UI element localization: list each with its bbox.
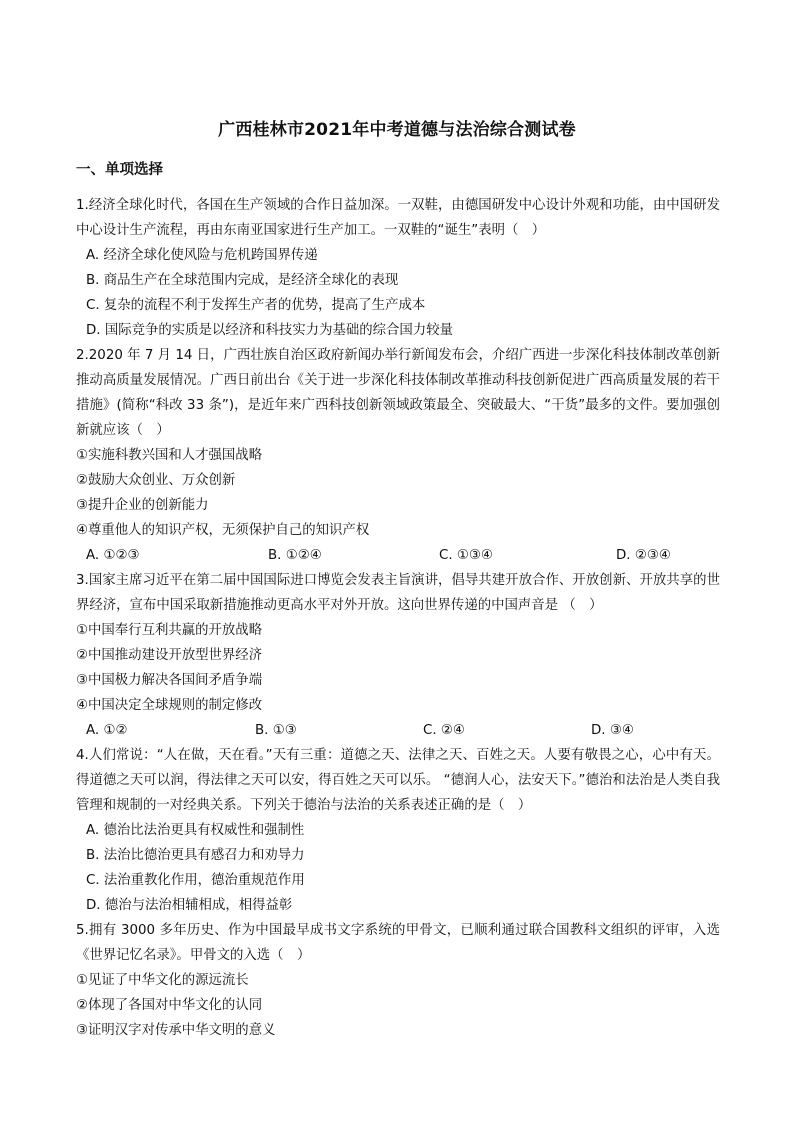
question-stem: 5.拥有 3000 多年历史、作为中国最早成书文字系统的甲骨文，已顺利通过联合国教科文组织的评审，入选《世界记忆名录》。甲骨文的入选（ ） <box>76 923 720 963</box>
statement-1: ①实施科教兴国和人才强国战略 <box>76 448 263 463</box>
option-d[interactable]: D. 德治与法治相辅相成，相得益彰 <box>86 898 293 913</box>
question-stem: 4.人们常说：“人在做，天在看。”天有三重：道德之天、法律之天、百姓之天。人要有敬畏之心，心中有天。得道德之天可以润，得法律之天可以安，得百姓之天可以乐。 “德润人心，法安天下。”德治和法治是人类自我管理和规制的一对经典关系。下列关于德治与法治的关系表述正确的是（ ） <box>76 748 720 813</box>
question-4 <box>76 743 720 918</box>
question-5 <box>76 918 720 1043</box>
option-d[interactable]: D. ③④ <box>591 723 634 738</box>
question-1 <box>76 193 720 343</box>
option-d[interactable]: D. 国际竞争的实质是以经济和科技实力为基础的综合国力较量 <box>86 323 453 338</box>
statement-3: ③提升企业的创新能力 <box>76 498 209 513</box>
statement-2: ②中国推动建设开放型世界经济 <box>76 648 263 663</box>
statement-3: ③证明汉字对传承中华文明的意义 <box>76 1023 276 1038</box>
option-c[interactable]: C. 法治重教化作用，德治重规范作用 <box>86 873 305 888</box>
option-b[interactable]: B. ①②④ <box>268 548 322 563</box>
page-title: 广西桂林市2021年中考道德与法治综合测试卷 <box>218 120 576 140</box>
option-b[interactable]: B. 商品生产在全球范围内完成，是经济全球化的表现 <box>86 273 399 288</box>
question-stem: 1.经济全球化时代，各国在生产领域的合作日益加深。一双鞋，由德国研发中心设计外观和功能，由中国研发中心设计生产流程，再由东南亚国家进行生产加工。一双鞋的“诞生”表明（ ） <box>76 198 720 238</box>
statement-3: ③中国极力解决各国间矛盾争端 <box>76 673 263 688</box>
statement-4: ④中国决定全球规则的制定修改 <box>76 698 263 713</box>
statement-1: ①中国奉行互利共赢的开放战略 <box>76 623 263 638</box>
option-a[interactable]: A. ①②③ <box>86 548 140 563</box>
option-c[interactable]: C. 复杂的流程不利于发挥生产者的优势，提高了生产成本 <box>86 298 426 313</box>
option-a[interactable]: A. ①② <box>86 723 128 738</box>
option-c[interactable]: C. ②④ <box>423 723 465 738</box>
question-2 <box>76 343 720 568</box>
option-b[interactable]: B. 法治比德治更具有感召力和劝导力 <box>86 848 305 863</box>
option-d[interactable]: D. ②③④ <box>616 548 671 563</box>
options-row <box>76 543 720 568</box>
option-c[interactable]: C. ①③④ <box>439 548 493 563</box>
section-heading: 一、单项选择 <box>76 162 163 178</box>
options-row <box>76 718 720 743</box>
option-a[interactable]: A. 德治比法治更具有权威性和强制性 <box>86 823 305 838</box>
question-3 <box>76 568 720 743</box>
questions-body <box>76 193 720 1043</box>
statement-2: ②鼓励大众创业、万众创新 <box>76 473 236 488</box>
statement-4: ④尊重他人的知识产权，无须保护自己的知识产权 <box>76 523 370 538</box>
statement-2: ②体现了各国对中华文化的认同 <box>76 998 263 1013</box>
question-stem: 2.2020 年 7 月 14 日，广西壮族自治区政府新闻办举行新闻发布会，介绍广西进一步深化科技体制改革创新推动高质量发展情况。广西日前出台《关于进一步深化科技体制改革推动科技创新促进广西高质量发展的若干措施》(简称“科改 33 条”)，是近年来广西科技创新领域政策最全、突破最大、“干货”最多的文件。要加强创新就应该（ ） <box>76 348 720 438</box>
option-b[interactable]: B. ①③ <box>255 723 297 738</box>
option-a[interactable]: A. 经济全球化使风险与危机跨国界传递 <box>86 248 318 263</box>
question-stem: 3.国家主席习近平在第二届中国国际进口博览会发表主旨演讲，倡导共建开放合作、开放创新、开放共享的世界经济，宣布中国采取新措施推动更高水平对外开放。这向世界传递的中国声音是 （ ） <box>76 573 720 613</box>
statement-1: ①见证了中华文化的源远流长 <box>76 973 249 988</box>
